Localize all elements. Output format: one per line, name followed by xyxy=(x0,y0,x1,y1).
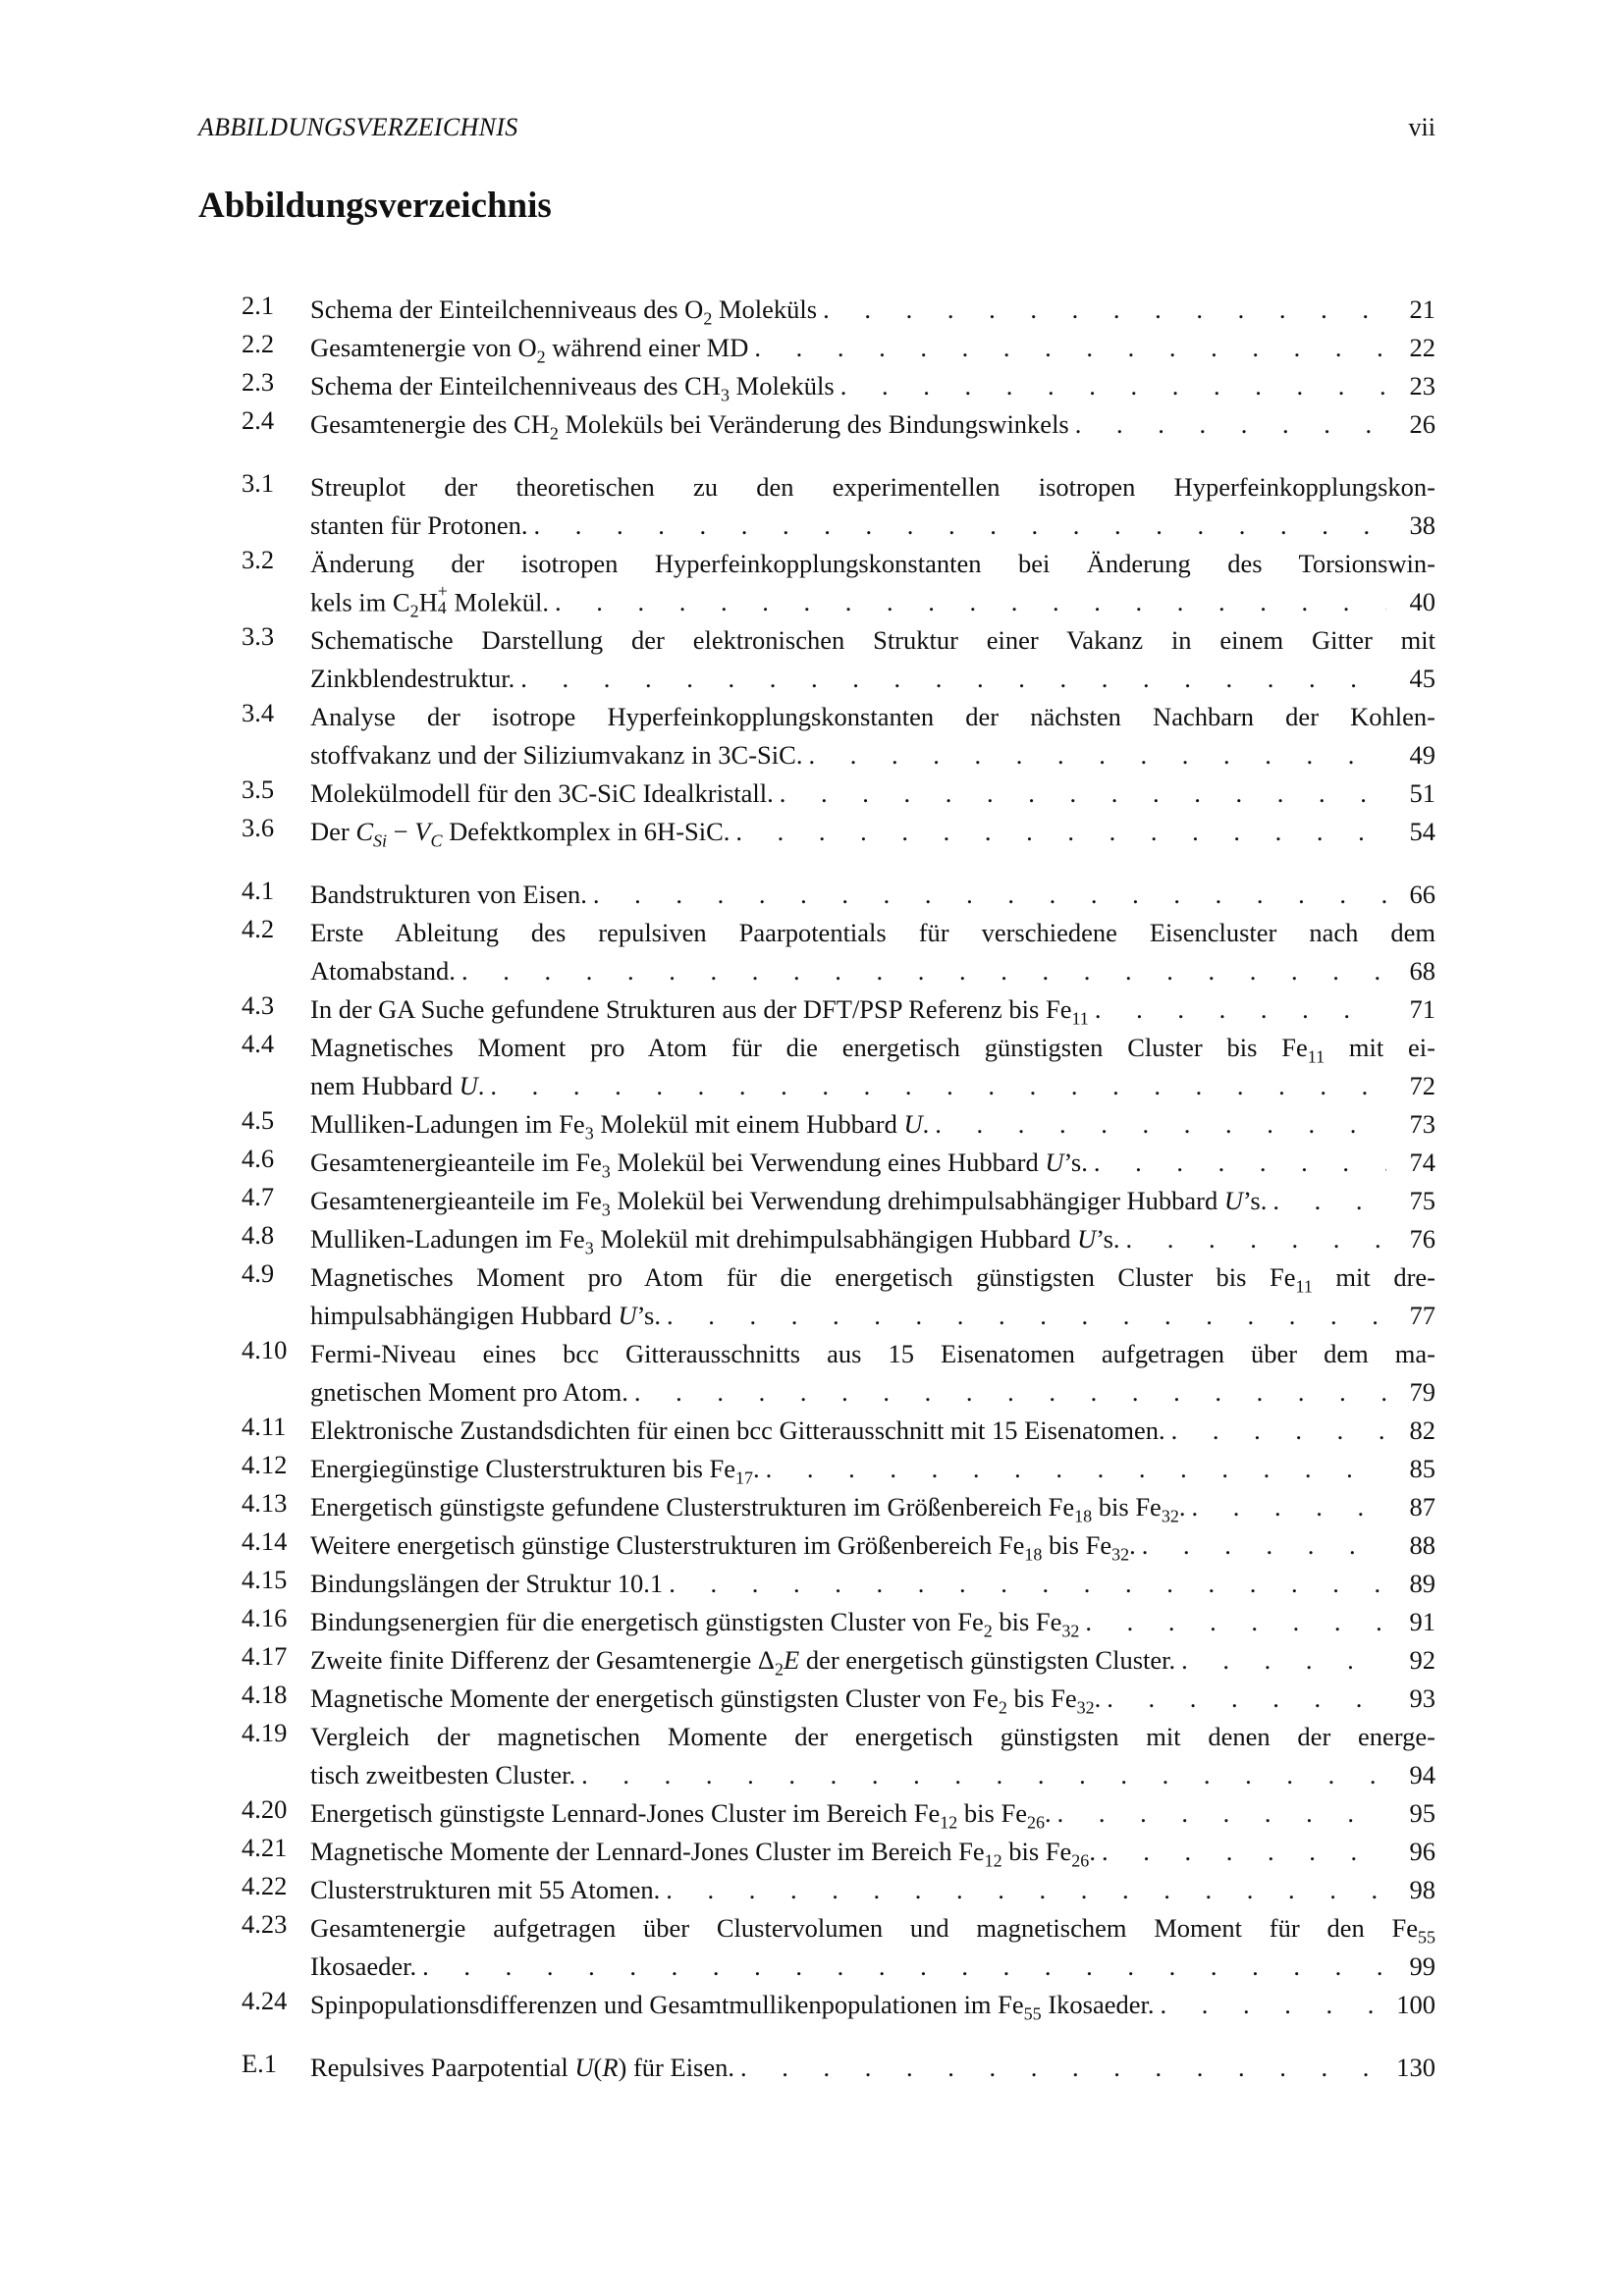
caption-last-line xyxy=(310,1680,1435,1718)
caption-last-line xyxy=(310,1794,1435,1833)
dot-leader xyxy=(1165,1412,1386,1450)
figure-number: 2.2 xyxy=(242,329,275,358)
caption-last-line xyxy=(310,1526,1435,1565)
page-ref[interactable]: 73 xyxy=(1409,1109,1435,1140)
page-ref[interactable]: 22 xyxy=(1409,333,1435,362)
dot-leader xyxy=(660,1871,1386,1909)
figure-number: 3.6 xyxy=(242,813,275,843)
figure-caption xyxy=(310,1450,1435,1488)
caption-last-line xyxy=(310,1297,1435,1335)
dot-leader xyxy=(1120,1220,1386,1258)
figure-number: 2.3 xyxy=(242,367,275,397)
dot-leader xyxy=(456,952,1386,990)
caption-text: Schema der Einteilchenniveaus des $CH_3$ Moleküls xyxy=(310,371,835,405)
dot-leader xyxy=(929,1105,1386,1144)
dot-leader xyxy=(575,1756,1386,1794)
dot-leader xyxy=(1088,1144,1386,1182)
caption-text: gnetischen Moment pro Atom. xyxy=(310,1377,628,1408)
page-ref[interactable]: 79 xyxy=(1409,1377,1435,1408)
figure-number: 4.5 xyxy=(242,1105,275,1136)
figure-entry[interactable] xyxy=(242,1220,1435,1258)
page-ref[interactable]: 98 xyxy=(1409,1875,1435,1905)
figure-caption xyxy=(310,1794,1435,1833)
figure-number: 4.20 xyxy=(242,1794,288,1825)
caption-last-line xyxy=(310,1220,1435,1258)
figure-entry[interactable] xyxy=(242,291,1435,329)
figure-caption xyxy=(310,1488,1435,1526)
figure-number: 4.16 xyxy=(242,1603,288,1633)
figure-caption xyxy=(310,1412,1435,1450)
caption-last-line xyxy=(310,774,1435,813)
caption-text: Magnetische Momente der Lennard-Jones Cluster im Bereich $Fe_{12}$ bis $Fe_{26}$. xyxy=(310,1837,1096,1871)
page-ref[interactable]: 92 xyxy=(1409,1645,1435,1676)
figure-caption xyxy=(310,813,1435,851)
figure-caption xyxy=(310,1258,1435,1335)
figure-entry[interactable] xyxy=(242,1144,1435,1182)
dot-leader xyxy=(1069,405,1386,444)
dot-leader xyxy=(628,1373,1386,1412)
figure-entry[interactable] xyxy=(242,1641,1435,1680)
caption-text: Zweite finite Differenz der Gesamtenergie $\Delta_2E$ der energetisch günstigsten Cluster. xyxy=(310,1645,1176,1680)
dot-leader xyxy=(416,1948,1386,1986)
running-header xyxy=(198,110,1435,145)
figure-entry[interactable] xyxy=(242,1029,1435,1105)
caption-last-line xyxy=(310,1948,1435,1986)
figure-entry[interactable] xyxy=(242,1565,1435,1603)
figure-caption xyxy=(310,1641,1435,1680)
dot-leader xyxy=(802,736,1386,774)
figure-number: 4.17 xyxy=(242,1641,288,1672)
figure-entry[interactable] xyxy=(242,1335,1435,1412)
figure-number: 2.4 xyxy=(242,405,275,435)
page-ref[interactable]: 94 xyxy=(1409,1760,1435,1790)
caption-last-line xyxy=(310,1565,1435,1603)
figure-caption xyxy=(310,914,1435,990)
figure-caption xyxy=(310,1871,1435,1909)
dot-leader xyxy=(587,876,1386,914)
figure-caption xyxy=(310,405,1435,444)
caption-last-line xyxy=(310,583,1435,621)
caption-text: In der GA Suche gefundene Strukturen aus der DFT/PSP Referenz bis $Fe_{11}$ xyxy=(310,994,1089,1029)
page-ref[interactable]: 54 xyxy=(1409,817,1435,847)
page-ref[interactable]: 82 xyxy=(1409,1415,1435,1446)
caption-line: Schematische Darstellung der elektronischen Struktur einer Vakanz in einem Gitter mit xyxy=(310,625,1435,656)
figure-caption xyxy=(310,1144,1435,1182)
caption-line: Gesamtenergie aufgetragen über Clustervolumen und magnetischem Moment für den $Fe_{55}$ xyxy=(310,1913,1435,1948)
page-title: Abbildungsverzeichnis xyxy=(198,186,552,226)
caption-text: Gesamtenergieanteile im $Fe_3$ Molekül bei Verwendung eines Hubbard U’s. xyxy=(310,1148,1088,1182)
figure-number: 4.21 xyxy=(242,1833,288,1863)
caption-last-line xyxy=(310,1603,1435,1641)
caption-line: Streuplot der theoretischen zu den experimentellen isotropen Hyperfeinkopplungskon- xyxy=(310,472,1435,502)
figure-caption xyxy=(310,1029,1435,1105)
caption-line: Magnetisches Moment pro Atom für die energetisch günstigsten Cluster bis $Fe_{11}$ mit dre- xyxy=(310,1262,1435,1297)
dot-leader xyxy=(1185,1488,1386,1526)
figure-entry[interactable] xyxy=(242,774,1435,813)
caption-last-line xyxy=(310,1450,1435,1488)
page-number: vii xyxy=(1408,113,1435,141)
figure-entry[interactable] xyxy=(242,367,1435,405)
figure-caption xyxy=(310,774,1435,813)
dot-leader xyxy=(1175,1641,1386,1680)
caption-last-line xyxy=(310,1144,1435,1182)
caption-text: Magnetische Momente der energetisch günstigsten Cluster von $Fe_2$ bis $Fe_{32}$. xyxy=(310,1683,1102,1718)
caption-text: Gesamtenergie von $O_2$ während einer MD xyxy=(310,333,749,367)
figure-number: 4.19 xyxy=(242,1718,288,1748)
caption-text: Energetisch günstigste Lennard-Jones Cluster im Bereich $Fe_{12}$ bis $Fe_{26}$. xyxy=(310,1798,1052,1833)
caption-line: Analyse der isotrope Hyperfeinkopplungskonstanten der nächsten Nachbarn der Kohlen- xyxy=(310,702,1435,732)
dot-leader xyxy=(1267,1182,1386,1220)
caption-text: Repulsives Paarpotential U(R) für Eisen. xyxy=(310,2053,735,2083)
caption-text: Gesamtenergie des $CH_2$ Moleküls bei Veränderung des Bindungswinkels xyxy=(310,409,1069,444)
caption-text: Bindungsenergien für die energetisch günstigsten Cluster von $Fe_2$ bis $Fe_{32}$ xyxy=(310,1607,1080,1641)
page-ref[interactable]: 100 xyxy=(1396,1990,1435,2020)
figure-number: 4.15 xyxy=(242,1565,288,1595)
figure-caption xyxy=(310,1603,1435,1641)
figure-caption xyxy=(310,1565,1435,1603)
page-ref[interactable]: 23 xyxy=(1409,371,1435,400)
caption-last-line xyxy=(310,736,1435,774)
caption-line: Fermi-Niveau eines bcc Gitterausschnitts aus 15 Eisenatomen aufgetragen über dem ma- xyxy=(310,1339,1435,1369)
figure-group xyxy=(242,291,1435,444)
page-ref[interactable]: 85 xyxy=(1409,1454,1435,1484)
page-ref[interactable]: 99 xyxy=(1409,1951,1435,1982)
figure-number: 4.10 xyxy=(242,1335,288,1365)
figure-number: 4.23 xyxy=(242,1909,288,1940)
caption-line: Erste Ableitung des repulsiven Paarpotentials für verschiedene Eisencluster nach dem xyxy=(310,918,1435,948)
dot-leader xyxy=(1079,1603,1386,1641)
figure-number: 4.22 xyxy=(242,1871,288,1901)
caption-line: Magnetisches Moment pro Atom für die energetisch günstigsten Cluster bis $Fe_{11}$ mit ei- xyxy=(310,1033,1435,1067)
caption-text: Bindungslängen der Struktur 10.1 xyxy=(310,1569,664,1599)
figure-entry[interactable] xyxy=(242,1909,1435,1986)
figure-number: 3.3 xyxy=(242,621,275,652)
figure-number: 4.3 xyxy=(242,990,275,1021)
figure-entry[interactable] xyxy=(242,813,1435,851)
caption-last-line xyxy=(310,1182,1435,1220)
caption-text: Energiegünstige Clusterstrukturen bis $Fe_{17}$. xyxy=(310,1454,760,1488)
figure-caption xyxy=(310,990,1435,1029)
caption-text: Zinkblendestruktur. xyxy=(310,664,515,694)
figure-caption xyxy=(310,545,1435,621)
caption-last-line xyxy=(310,813,1435,851)
figure-number: 3.2 xyxy=(242,545,275,574)
dot-leader xyxy=(730,813,1386,851)
caption-text: kels im $C_2H$ + 4 Molekül. xyxy=(310,581,549,621)
figure-entry[interactable] xyxy=(242,1680,1435,1718)
figure-number: 3.1 xyxy=(242,468,275,498)
figure-caption xyxy=(310,329,1435,367)
page-ref[interactable]: 68 xyxy=(1409,956,1435,987)
caption-text: Elektronische Zustandsdichten für einen bcc Gitterausschnitt mit 15 Eisenatomen. xyxy=(310,1415,1165,1446)
figure-entry[interactable] xyxy=(242,1258,1435,1335)
page-ref[interactable]: 74 xyxy=(1409,1148,1435,1178)
caption-text: Weitere energetisch günstige Clusterstrukturen im Größenbereich $Fe_{18}$ bis $Fe_{32}$. xyxy=(310,1530,1136,1565)
dot-leader xyxy=(663,1565,1386,1603)
figure-caption xyxy=(310,367,1435,405)
list-of-figures xyxy=(242,291,1435,2111)
figure-number: 4.13 xyxy=(242,1488,288,1519)
figure-entry[interactable] xyxy=(242,1105,1435,1144)
caption-text: himpulsabhängigen Hubbard U’s. xyxy=(310,1301,661,1331)
figure-entry[interactable] xyxy=(242,1450,1435,1488)
caption-text: Energetisch günstigste gefundene Clusterstrukturen im Größenbereich $Fe_{18}$ bis $Fe_{32}$. xyxy=(310,1492,1186,1526)
page-ref[interactable]: 130 xyxy=(1396,2053,1435,2083)
caption-line: Änderung der isotropen Hyperfeinkopplungskonstanten bei Änderung des Torsionswin- xyxy=(310,549,1435,578)
figure-entry[interactable] xyxy=(242,1526,1435,1565)
dot-leader xyxy=(549,583,1386,621)
figure-entry[interactable] xyxy=(242,1718,1435,1794)
caption-text: Atomabstand. xyxy=(310,956,456,987)
dot-leader xyxy=(1089,990,1386,1029)
dot-leader xyxy=(734,2049,1386,2087)
page-ref[interactable]: 88 xyxy=(1409,1530,1435,1561)
figure-caption xyxy=(310,1986,1435,2024)
figure-number: 4.12 xyxy=(242,1450,288,1480)
page-ref[interactable]: 51 xyxy=(1409,778,1435,809)
caption-last-line xyxy=(310,367,1435,405)
dot-leader xyxy=(1101,1680,1386,1718)
figure-caption xyxy=(310,1909,1435,1986)
figure-entry[interactable] xyxy=(242,1986,1435,2024)
caption-last-line xyxy=(310,1412,1435,1450)
figure-group xyxy=(242,468,1435,851)
figure-number: 4.14 xyxy=(242,1526,288,1557)
figure-entry[interactable] xyxy=(242,990,1435,1029)
figure-number: 4.24 xyxy=(242,1986,288,2016)
caption-last-line xyxy=(310,291,1435,329)
figure-entry[interactable] xyxy=(242,1871,1435,1909)
caption-last-line xyxy=(310,405,1435,444)
figure-number: 4.8 xyxy=(242,1220,275,1251)
caption-last-line xyxy=(310,507,1435,545)
page-ref[interactable]: 49 xyxy=(1409,740,1435,771)
page-ref[interactable]: 71 xyxy=(1409,994,1435,1025)
caption-last-line xyxy=(310,952,1435,990)
figure-entry[interactable] xyxy=(242,405,1435,444)
figure-entry[interactable] xyxy=(242,1603,1435,1641)
page-ref[interactable]: 38 xyxy=(1409,510,1435,540)
caption-last-line xyxy=(310,876,1435,914)
caption-last-line xyxy=(310,1373,1435,1412)
figure-number: 4.4 xyxy=(242,1029,275,1059)
figure-number: 4.1 xyxy=(242,876,275,906)
caption-text: Molekülmodell für den 3C-SiC Idealkristall. xyxy=(310,778,774,809)
caption-last-line xyxy=(310,660,1435,698)
figure-caption xyxy=(310,1335,1435,1412)
caption-last-line xyxy=(310,1833,1435,1871)
caption-last-line xyxy=(310,1756,1435,1794)
caption-text: nem Hubbard U. xyxy=(310,1071,485,1101)
page-ref[interactable]: 75 xyxy=(1409,1186,1435,1216)
page-ref[interactable]: 95 xyxy=(1409,1798,1435,1829)
caption-text: tisch zweitbesten Cluster. xyxy=(310,1760,576,1790)
dot-leader xyxy=(817,291,1386,329)
caption-text: Mulliken-Ladungen im $Fe_3$ Molekül mit drehimpulsabhängigen Hubbard U’s. xyxy=(310,1224,1120,1258)
figure-entry[interactable] xyxy=(242,1488,1435,1526)
page-ref[interactable]: 89 xyxy=(1409,1569,1435,1599)
caption-last-line xyxy=(310,329,1435,367)
figure-entry[interactable] xyxy=(242,2049,1435,2087)
caption-text: stanten für Protonen. xyxy=(310,510,528,540)
dot-leader xyxy=(1052,1794,1386,1833)
caption-text: Bandstrukturen von Eisen. xyxy=(310,880,587,910)
caption-text: Gesamtenergieanteile im $Fe_3$ Molekül bei Verwendung drehimpulsabhängiger Hubbard U’s. xyxy=(310,1186,1268,1220)
figure-number: 2.1 xyxy=(242,291,275,320)
figure-entry[interactable] xyxy=(242,329,1435,367)
dot-leader xyxy=(1096,1833,1386,1871)
figure-caption xyxy=(310,698,1435,774)
figure-caption xyxy=(310,2049,1435,2087)
figure-number: 4.2 xyxy=(242,914,275,944)
page-ref[interactable]: 77 xyxy=(1409,1301,1435,1331)
figure-entry[interactable] xyxy=(242,876,1435,914)
caption-text: Mulliken-Ladungen im $Fe_3$ Molekül mit einem Hubbard U. xyxy=(310,1109,930,1144)
caption-last-line xyxy=(310,1986,1435,2024)
caption-text: Schema der Einteilchenniveaus des $O_2$ Moleküls xyxy=(310,294,818,329)
page-ref[interactable]: 96 xyxy=(1409,1837,1435,1867)
caption-last-line xyxy=(310,1105,1435,1144)
figure-caption xyxy=(310,291,1435,329)
page-ref[interactable]: 87 xyxy=(1409,1492,1435,1522)
caption-last-line xyxy=(310,1641,1435,1680)
figure-entry[interactable] xyxy=(242,1182,1435,1220)
figure-number: 4.11 xyxy=(242,1412,287,1442)
figure-number: 3.4 xyxy=(242,698,275,728)
figure-entry[interactable] xyxy=(242,621,1435,698)
caption-last-line xyxy=(310,1067,1435,1105)
figure-number: 4.9 xyxy=(242,1258,275,1289)
dot-leader xyxy=(1136,1526,1386,1565)
dot-leader xyxy=(484,1067,1386,1105)
figure-entry[interactable] xyxy=(242,1794,1435,1833)
caption-text: Ikosaeder. xyxy=(310,1951,417,1982)
page-ref[interactable]: 21 xyxy=(1409,294,1435,324)
figure-caption xyxy=(310,1220,1435,1258)
figure-number: 3.5 xyxy=(242,774,275,805)
figure-group xyxy=(242,2049,1435,2087)
dot-leader xyxy=(661,1297,1386,1335)
page-ref[interactable]: 72 xyxy=(1409,1071,1435,1101)
dot-leader xyxy=(528,507,1386,545)
page-ref[interactable]: 45 xyxy=(1409,664,1435,694)
figure-number: 4.7 xyxy=(242,1182,275,1212)
page-ref[interactable]: 40 xyxy=(1409,587,1435,617)
caption-last-line xyxy=(310,1488,1435,1526)
caption-line: Vergleich der magnetischen Momente der energetisch günstigsten mit denen der energe- xyxy=(310,1722,1435,1752)
figure-entry[interactable] xyxy=(242,1412,1435,1450)
page-ref[interactable]: 26 xyxy=(1409,409,1435,439)
caption-text: stoffvakanz und der Siliziumvakanz in 3C-SiC. xyxy=(310,740,803,771)
caption-last-line xyxy=(310,1871,1435,1909)
page-ref[interactable]: 76 xyxy=(1409,1224,1435,1255)
running-title: ABBILDUNGSVERZEICHNIS xyxy=(198,113,518,141)
caption-last-line xyxy=(310,990,1435,1029)
caption-text: Spinpopulationsdifferenzen und Gesamtmullikenpopulationen im $Fe_{55}$ Ikosaeder. xyxy=(310,1990,1155,2024)
figure-entry[interactable] xyxy=(242,1833,1435,1871)
figure-caption xyxy=(310,1526,1435,1565)
dot-leader xyxy=(1154,1986,1386,2024)
figure-caption xyxy=(310,1833,1435,1871)
figure-caption xyxy=(310,1105,1435,1144)
figure-caption xyxy=(310,468,1435,545)
figure-group xyxy=(242,876,1435,2024)
dot-leader xyxy=(748,329,1386,367)
figure-caption xyxy=(310,1718,1435,1794)
page-ref[interactable]: 93 xyxy=(1409,1683,1435,1714)
figure-caption xyxy=(310,876,1435,914)
dot-leader xyxy=(760,1450,1386,1488)
figure-number: 4.6 xyxy=(242,1144,275,1174)
caption-text: Der $C_{Si} - V_C$ Defektkomplex in 6H-SiC. xyxy=(310,817,730,851)
caption-last-line xyxy=(310,2049,1435,2087)
figure-entry[interactable] xyxy=(242,914,1435,990)
figure-caption xyxy=(310,621,1435,698)
figure-number: E.1 xyxy=(242,2049,278,2079)
figure-number: 4.18 xyxy=(242,1680,288,1710)
figure-caption xyxy=(310,1680,1435,1718)
figure-entry[interactable] xyxy=(242,468,1435,545)
dot-leader xyxy=(774,774,1386,813)
caption-text: Clusterstrukturen mit 55 Atomen. xyxy=(310,1875,661,1905)
figure-entry[interactable] xyxy=(242,698,1435,774)
dot-leader xyxy=(835,367,1386,405)
page-ref[interactable]: 91 xyxy=(1409,1607,1435,1637)
figure-caption xyxy=(310,1182,1435,1220)
dot-leader xyxy=(514,660,1386,698)
page-ref[interactable]: 66 xyxy=(1409,880,1435,910)
figure-entry[interactable] xyxy=(242,545,1435,621)
